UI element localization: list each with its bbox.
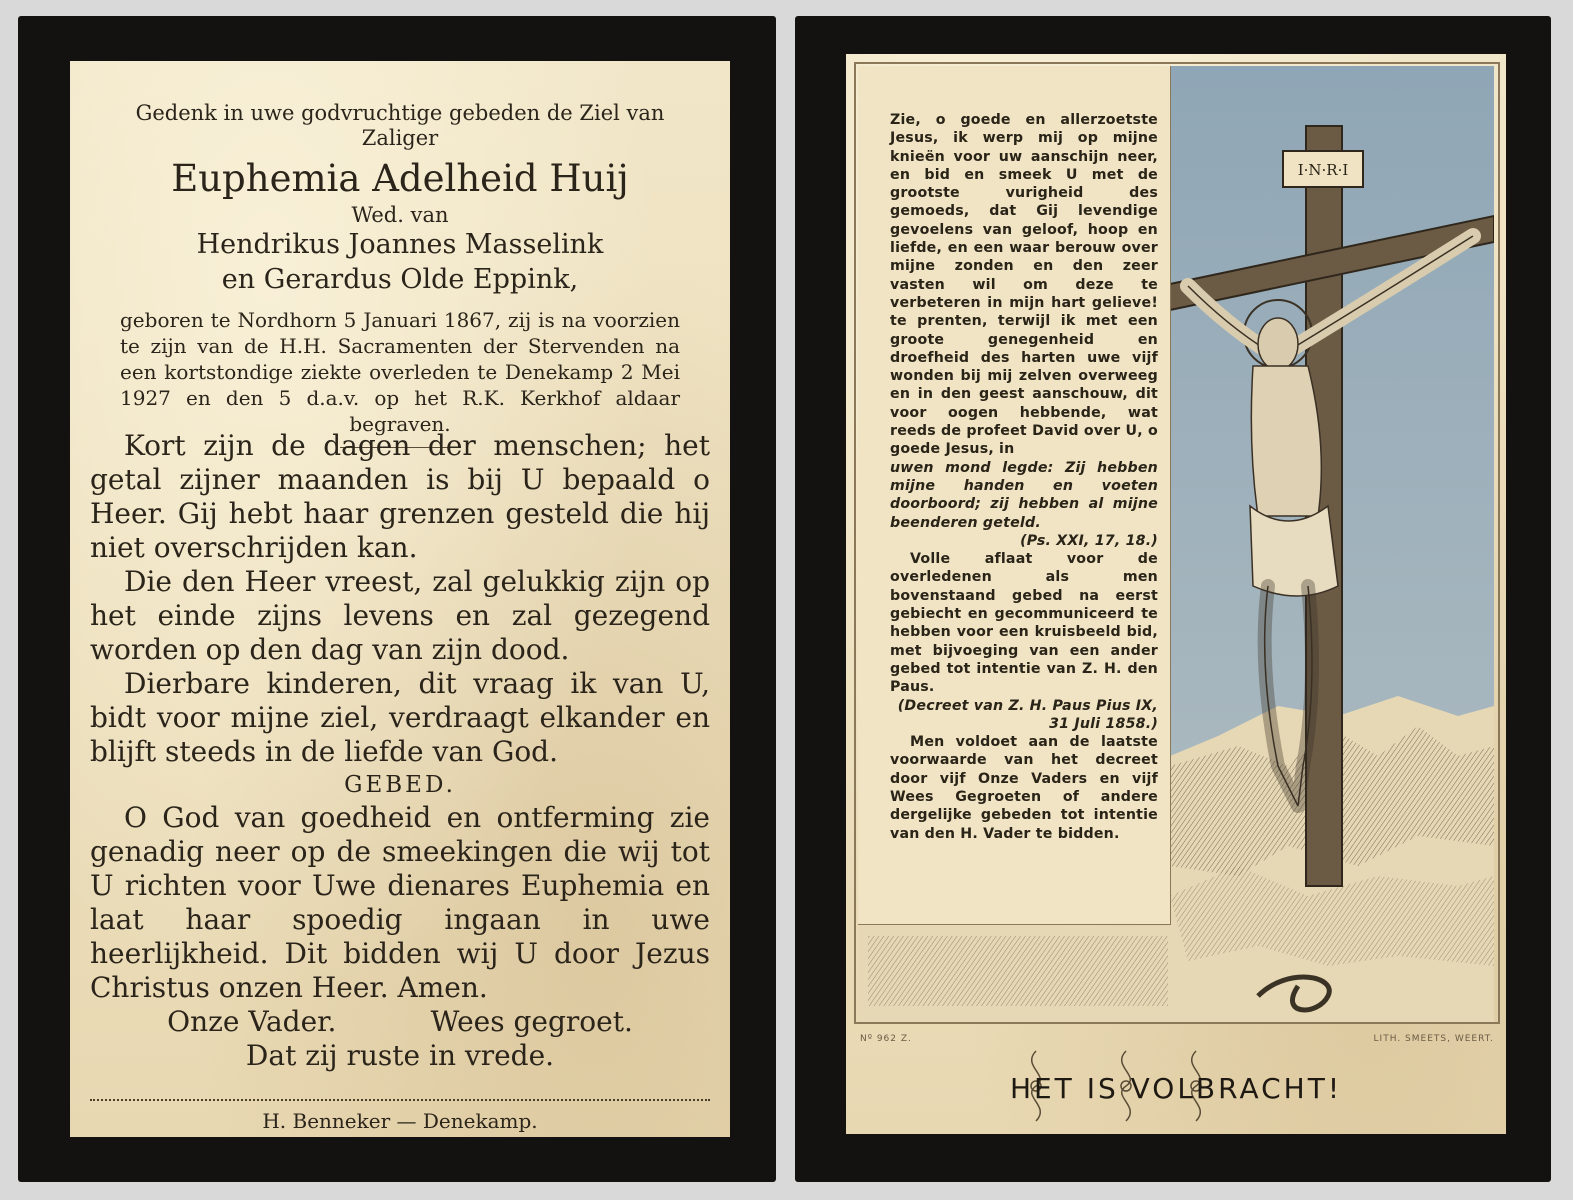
- intro-text: Gedenk in uwe godvruchtige gebeden de Ziel van Zaliger: [135, 101, 665, 150]
- prayer-text-block: [890, 111, 1158, 843]
- psalm-reference: (Ps. XXI, 17, 18.): [1020, 532, 1158, 549]
- prayer-body: O God van goedheid en ontferming zie genadig neer op de smeekingen die wij tot U richten voor Uwe dienares Euphemia en laat haar spoedig ingaan in uwe heerlijkheid. Dit bidden wij U door Jezus Christus onzen Heer. Amen.: [90, 801, 710, 1004]
- card-header: [70, 101, 730, 448]
- rest-in-peace-line: Dat zij ruste in vrede.: [245, 1039, 555, 1072]
- onze-vader-label: Onze Vader.: [167, 1005, 337, 1038]
- right-card-paper: [846, 54, 1506, 1134]
- motto-title: HET IS VOLBRACHT!: [1009, 1072, 1343, 1105]
- prayer-title: GEBED.: [344, 772, 456, 798]
- decree-reference: (Decreet van Z. H. Paus Pius IX, 31 Juli 1858.): [897, 697, 1158, 732]
- closing-prayers: [90, 1005, 710, 1039]
- prayer-quote: uwen mond legde: Zij hebben mijne handen en voeten doorboord; zij hebben al mijne beenderen geteld.: [890, 459, 1158, 531]
- prayer-panel: [858, 66, 1171, 925]
- widow-of-label: Wed. van: [351, 203, 449, 227]
- biography-text: geboren te Nordhorn 5 Januari 1867, zij is na voorzien te zijn van de H.H. Sacramenten der Stervenden na een kortstondige ziekte overleden te Denekamp 2 Mei 1927 en den 5 d.a.v. op het R.K. Kerkhof aldaar begraven.: [120, 308, 680, 436]
- lithographer-credit: LITH. SMEETS, WEERT.: [1373, 1034, 1494, 1044]
- left-memorial-card: [18, 16, 776, 1182]
- verse-3: Dierbare kinderen, dit vraag ik van U, bidt voor mijne ziel, verdraagt elkander en blijft steeds in de liefde van God.: [90, 667, 710, 768]
- indulgence-text: Volle aflaat voor de overledenen als men bovenstaand gebed na eerst gebiecht en gecommuniceerd te hebben voor een kruisbeeld bid, met bijvoeging van een ander gebed tot intentie van Z. H. den Paus.: [890, 551, 1158, 696]
- printer-credit: H. Benneker — Denekamp.: [262, 1109, 538, 1133]
- left-card-paper: [70, 61, 730, 1137]
- condition-text: Men voldoet aan de laatste voorwaarde van het decreet door vijf Onze Vaders en vijf Wees Gegroeten of andere dergelijke gebeden tot intentie van den H. Vader te bidden.: [890, 734, 1158, 842]
- second-spouse-name: en Gerardus Olde Eppink,: [221, 264, 579, 295]
- first-spouse-name: Hendrikus Joannes Masselink: [196, 229, 604, 260]
- wees-gegroet-label: Wees gegroet.: [430, 1005, 633, 1038]
- verse-2: Die den Heer vreest, zal gelukkig zijn op het einde zijns levens en zal gezegend worden op den dag van zijn dood.: [90, 565, 710, 666]
- right-memorial-card: [795, 16, 1551, 1182]
- scripture-and-prayer: [90, 429, 710, 1073]
- verse-1: Kort zijn de dagen der menschen; het getal zijner maanden is bij U bepaald o Heer. Gij hebt haar grenzen gesteld die hij niet overschrijden kan.: [90, 429, 710, 564]
- deceased-name: Euphemia Adelheid Huij: [171, 157, 629, 200]
- prayer-main-text: Zie, o goede en allerzoetste Jesus, ik werp mij op mijne knieën voor uw aanschijn neer, en bid en smeek U met de grootste vurigheid des gemoeds, dat Gij levendige gevoelens van geloof, hoop en liefde, en een waar berouw over mijne zonden en den zeer vasten wil om deze te verbeteren in mijn hart gelieve! te prenten, terwijl ik met een groote genegenheid en droefheid des harten uwe vijf wonden bij mij zelven overweeg en in den geest aanschouw, dit voor oogen hebbende, wat reeds de profeet David over U, o goede Jesus, in: [890, 112, 1158, 458]
- dotted-divider: [90, 1099, 710, 1101]
- inri-label: I·N·R·I: [1297, 161, 1349, 179]
- print-number: Nº 962 Z.: [860, 1034, 912, 1044]
